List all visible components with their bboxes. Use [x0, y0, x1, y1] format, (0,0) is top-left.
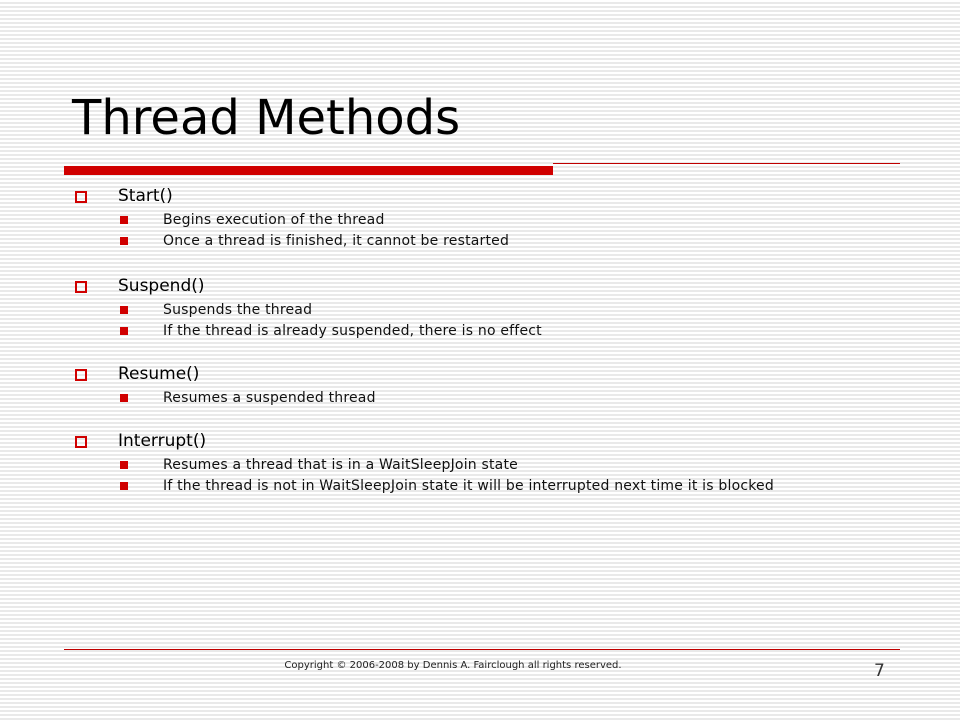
- hollow-square-bullet-icon: [75, 436, 87, 448]
- sub-bullet: [72, 390, 852, 406]
- bullet-interrupt: [72, 430, 852, 452]
- filled-square-bullet-icon: [120, 482, 128, 490]
- slide-content: [72, 185, 852, 494]
- sub-bullet-text: If the thread is already suspended, there is no effect: [163, 323, 542, 339]
- hollow-square-bullet-icon: [75, 191, 87, 203]
- sub-bullet: [72, 233, 852, 249]
- filled-square-bullet-icon: [120, 237, 128, 245]
- filled-square-bullet-icon: [120, 461, 128, 469]
- sub-bullet: [72, 323, 852, 339]
- sub-bullet-text: Once a thread is finished, it cannot be restarted: [163, 233, 510, 249]
- sub-bullet: [72, 212, 852, 228]
- hollow-square-bullet-icon: [75, 369, 87, 381]
- sub-bullet: [72, 457, 852, 473]
- bullet-label: Start(): [118, 186, 173, 206]
- copyright-notice: Copyright © 2006-2008 by Dennis A. Fairclough all rights reserved.: [284, 660, 622, 671]
- bullet-label: Resume(): [118, 364, 200, 384]
- bullet-label: Interrupt(): [118, 431, 207, 451]
- bullet-resume: [72, 363, 852, 385]
- sub-bullet-text: If the thread is not in WaitSleepJoin state it will be interrupted next time it is blocked: [163, 478, 774, 494]
- sub-bullet-text: Begins execution of the thread: [163, 212, 385, 228]
- sub-bullet-text: Resumes a thread that is in a WaitSleepJoin state: [163, 457, 518, 473]
- page-number: 7: [874, 661, 885, 681]
- bullet-label: Suspend(): [118, 276, 205, 296]
- title-underline-bar: [64, 166, 553, 175]
- sub-bullet-text: Resumes a suspended thread: [163, 390, 376, 406]
- filled-square-bullet-icon: [120, 216, 128, 224]
- sub-bullet: [72, 478, 852, 494]
- sub-bullet-text: Suspends the thread: [163, 302, 313, 318]
- bullet-suspend: [72, 275, 852, 297]
- slide-title: Thread Methods: [72, 90, 461, 146]
- filled-square-bullet-icon: [120, 394, 128, 402]
- filled-square-bullet-icon: [120, 327, 128, 335]
- bullet-start: [72, 185, 852, 207]
- filled-square-bullet-icon: [120, 306, 128, 314]
- hollow-square-bullet-icon: [75, 281, 87, 293]
- sub-bullet: [72, 302, 852, 318]
- title-underline-rule: [553, 163, 900, 164]
- footer-rule: [64, 649, 900, 650]
